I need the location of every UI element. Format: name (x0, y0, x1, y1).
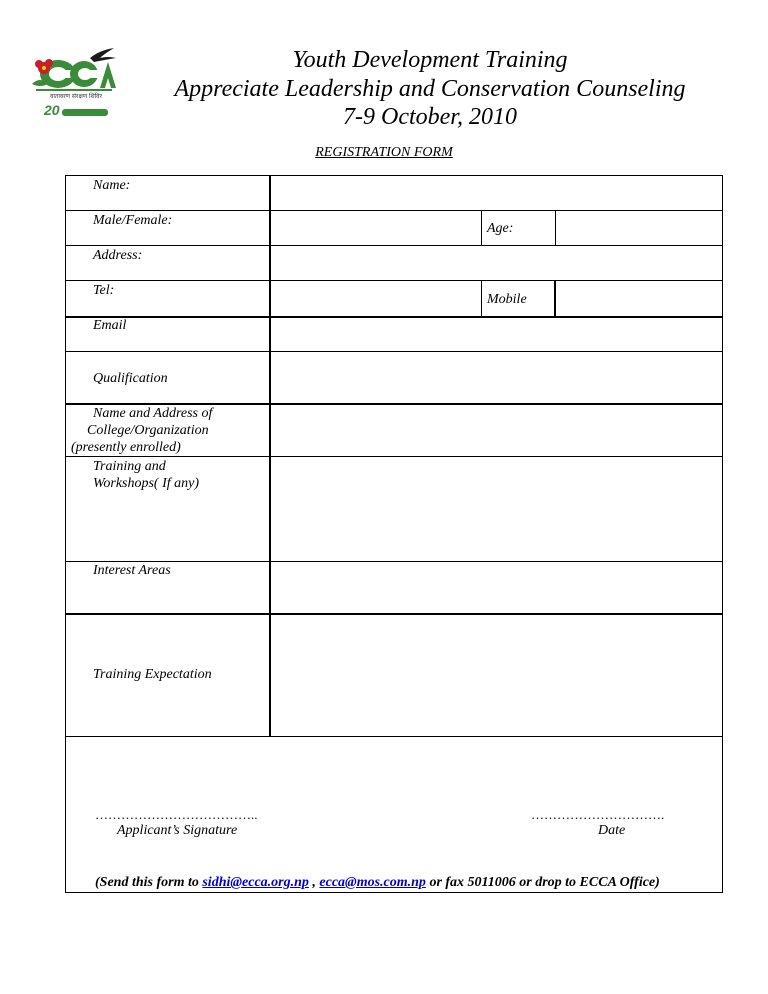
mobile-cell-divider (481, 280, 482, 316)
college-label-line2: College/Organization (87, 423, 209, 438)
row-separator (65, 351, 723, 352)
event-dates: 7-9 October, 2010 (343, 104, 517, 130)
anniversary-banner (62, 109, 108, 116)
row-separator (65, 210, 723, 211)
email-link-sidhi[interactable]: sidhi@ecca.org.np (202, 875, 309, 890)
form-border-bottom (65, 892, 723, 893)
date-label: Date (598, 823, 626, 838)
form-border-left (65, 175, 66, 893)
email-label: Email (93, 318, 127, 333)
row-separator (65, 316, 723, 318)
interest-label: Interest Areas (93, 563, 171, 578)
form-border-right (722, 175, 723, 893)
row-separator (65, 736, 723, 737)
mobile-label: Mobile (487, 292, 527, 307)
college-label-line3: (presently enrolled) (71, 440, 181, 455)
training-label-line1: Training and (93, 459, 166, 474)
form-heading: REGISTRATION FORM (315, 145, 453, 160)
signature-line: ……………………………….. (95, 807, 258, 822)
mobile-value-divider (554, 280, 556, 316)
date-line: …………………………. (531, 807, 665, 822)
address-label: Address: (93, 248, 143, 263)
instructions-suffix: or fax 5011006 or drop to ECCA Office) (425, 875, 660, 890)
row-separator (65, 245, 723, 246)
event-title: Youth Development Training (292, 47, 568, 73)
event-subtitle: Appreciate Leadership and Conservation Counseling (174, 76, 686, 102)
email-link-ecca[interactable]: ecca@mos.com.np (319, 875, 426, 890)
name-label: Name: (93, 178, 131, 193)
college-label-line1: Name and Address of (93, 406, 213, 421)
expectation-label: Training Expectation (93, 667, 212, 682)
registration-form (65, 175, 723, 893)
instructions-separator: , (308, 875, 320, 890)
age-value-divider (555, 210, 556, 245)
row-separator (65, 280, 723, 281)
instructions-prefix: (Send this form to (95, 875, 203, 890)
tel-label: Tel: (93, 283, 115, 298)
qualification-label: Qualification (93, 371, 168, 386)
submission-instructions (95, 875, 660, 891)
logo-caption: वातावरण संरक्षण शिविर (50, 93, 102, 100)
age-cell-divider (481, 210, 482, 245)
row-separator (65, 456, 723, 457)
gender-label: Male/Female: (93, 213, 173, 228)
training-label-line2: Workshops( If any) (93, 476, 200, 491)
anniversary-number: 20 (44, 102, 60, 118)
form-border-top (65, 175, 723, 176)
signature-label: Applicant’s Signature (117, 823, 238, 838)
row-separator (65, 613, 723, 615)
age-label: Age: (487, 221, 514, 236)
